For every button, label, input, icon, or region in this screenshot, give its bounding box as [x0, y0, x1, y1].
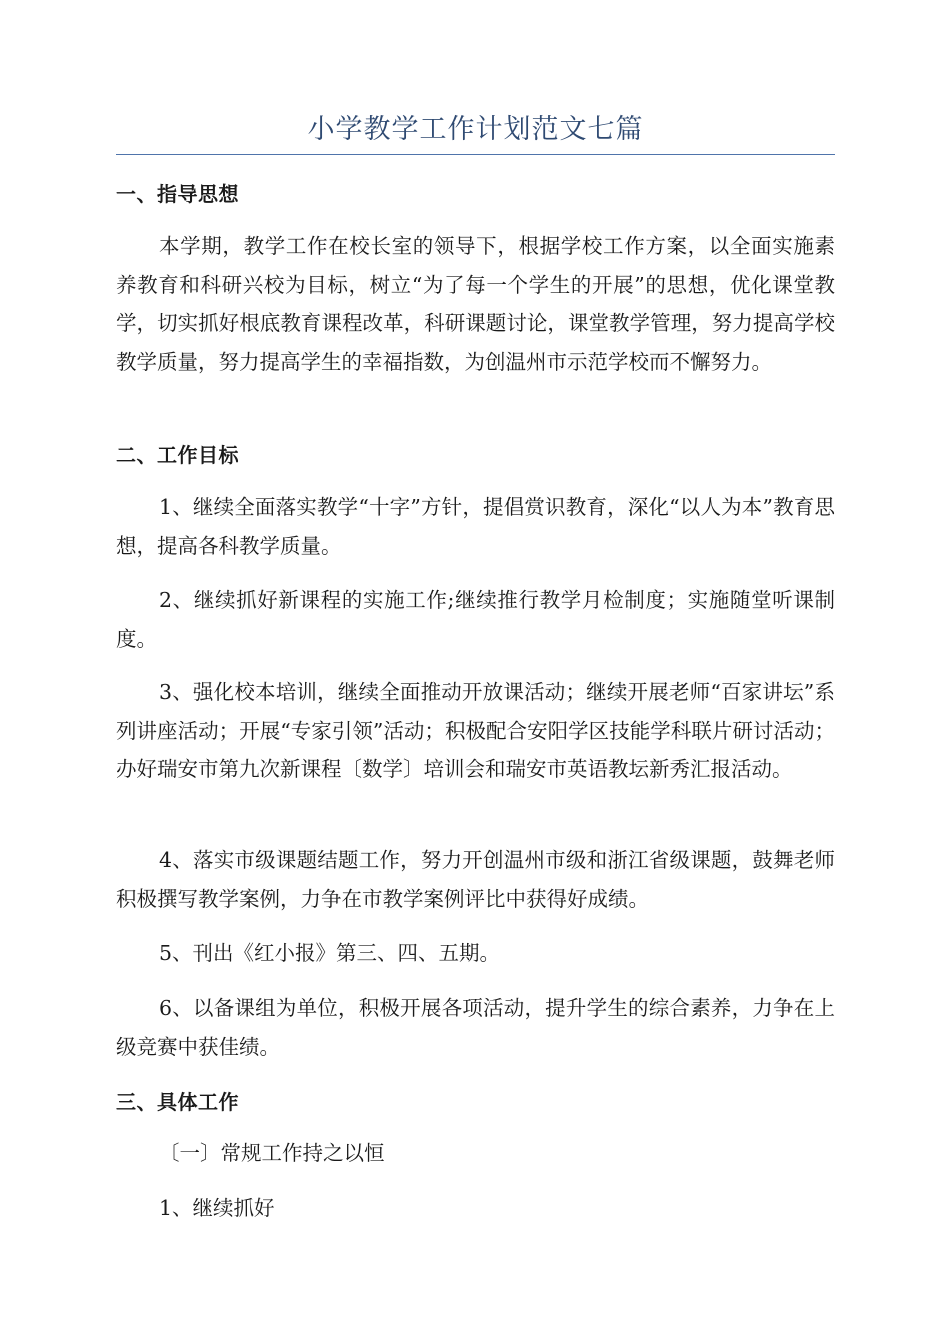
goal-item-5: 5、刊出《红小报》第三、四、五期。	[159, 941, 501, 965]
goal-item-4: 4、落实市级课题结题工作，努力开创温州市级和浙江省级课题，鼓舞老师积极撰写教学案例，力争在市教学案例评比中获得好成绩。	[116, 848, 835, 911]
section-heading-work-goals: 二、工作目标	[116, 443, 239, 467]
document-title: 小学教学工作计划范文七篇	[307, 114, 644, 145]
goal-item-2: 2、继续抓好新课程的实施工作;继续推行教学月检制度；实施随堂听课制度。	[116, 588, 835, 651]
specific-item-1: 1、继续抓好	[159, 1196, 275, 1220]
goal-item-3: 3、强化校本培训，继续全面推动开放课活动；继续开展老师“百家讲坛”系列讲座活动；开展“专家引领”活动；积极配合安阳学区技能学科联片研讨活动；办好瑞安市第九次新课程〔数学〕培训会和瑞安市英语教坛新秀汇报活动。	[116, 680, 835, 782]
goal-item-1: 1、继续全面落实教学“十字”方针，提倡赏识教育，深化“以人为本”教育思想，提高各科教学质量。	[116, 495, 835, 558]
paragraph-guiding-thought: 本学期，教学工作在校长室的领导下，根据学校工作方案，以全面实施素养教育和科研兴校为目标，树立“为了每一个学生的开展”的思想，优化课堂教学，切实抓好根底教育课程改革，科研课题讨论，课堂教学管理，努力提高学校教学质量，努力提高学生的幸福指数，为创温州市示范学校而不懈努力。	[116, 234, 835, 374]
title-underline	[116, 154, 835, 155]
section-heading-guiding-thought: 一、指导思想	[116, 182, 239, 206]
subsection-routine-work: 〔一〕常规工作持之以恒	[159, 1141, 385, 1165]
goal-item-6: 6、以备课组为单位，积极开展各项活动，提升学生的综合素养，力争在上级竞赛中获佳绩。	[116, 996, 835, 1059]
section-heading-specific-work: 三、具体工作	[116, 1090, 239, 1114]
